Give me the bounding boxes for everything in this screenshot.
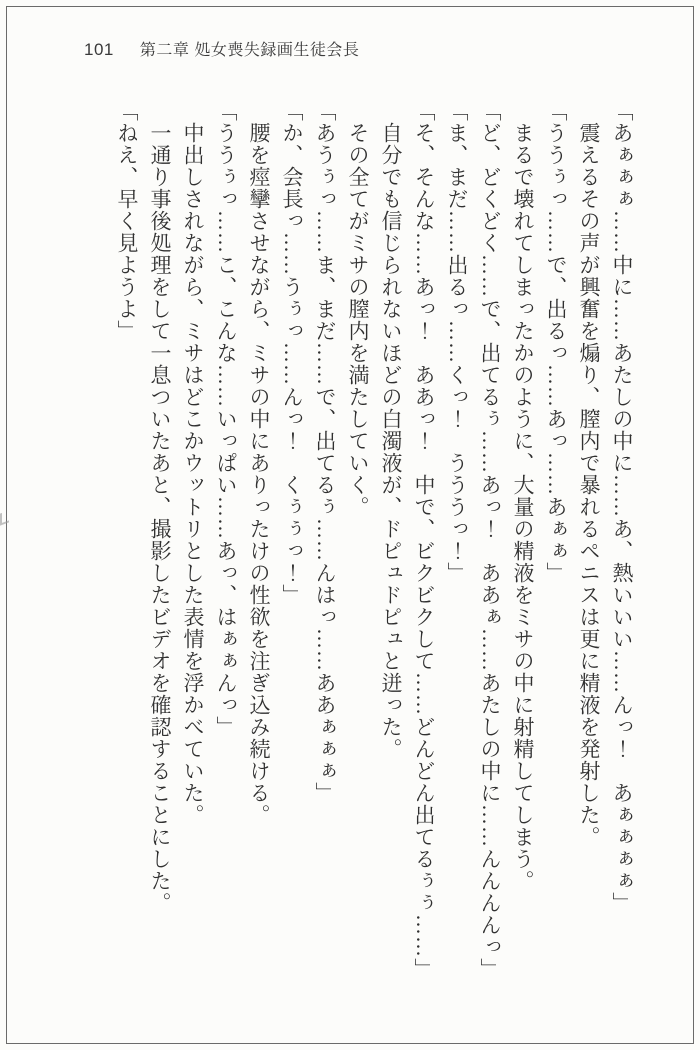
text-line: 自分でも信じられないほどの白濁液が、ドピュドピュと迸った。 (379, 100, 403, 760)
text-line: 震えるその声が興奮を煽り、膣内で暴れるペニスは更に精液を発射した。 (577, 100, 601, 848)
novel-text-block (110, 100, 638, 1008)
chapter-title: 第二章 処女喪失録画生徒会長 (139, 42, 360, 59)
text-line: 腰を痙攣させながら、ミサの中にありったけの性欲を注ぎ込み続ける。 (247, 100, 271, 826)
text-line: 一通り事後処理をして一息ついたあと、撮影したビデオを確認することにした。 (148, 100, 172, 914)
page-number: 101 (84, 40, 114, 59)
text-line: 中出しされながら、ミサはどこかウットリとした表情を浮かべていた。 (181, 100, 205, 826)
text-line: 「そ、そんな……あっ！ ああっ！ 中で、ビクビクして……どんどん出てるぅぅ……」 (412, 100, 436, 980)
text-line: 「か、会長っ……うぅっ……んっ！ くぅぅっ！」 (280, 100, 304, 606)
text-line: 「あうぅっ……ま、まだ……で、出てるぅ……んはっ……ああぁぁぁ」 (313, 100, 337, 804)
text-line: 「ねえ、早く見ようよ」 (115, 100, 139, 342)
text-line: 「ううぅっ……で、出るっ……あっ……あぁぁ」 (544, 100, 568, 584)
text-line: 「ど、どくどく……で、出てるぅ……あっ！ ああぁ……あたしの中に……んんんんっ」 (478, 100, 502, 980)
text-line: 「あぁぁぁ……中に……あたしの中に……あ、熱いいい……んっ！ あぁぁぁぁ」 (610, 100, 634, 914)
running-head (84, 37, 359, 60)
text-line: 「ううぅっ……こ、こんな……いっぱい……あっ、はぁぁんっ」 (214, 100, 238, 738)
text-line: その全てがミサの膣内を満たしていく。 (346, 100, 370, 518)
text-line: 「ま、まだ……出るっ……くっ！ うううっ！」 (445, 100, 469, 584)
text-line: まるで壊れてしまったかのように、大量の精液をミサの中に射精してしまう。 (511, 100, 535, 892)
scan-edge-artifact (0, 510, 9, 525)
